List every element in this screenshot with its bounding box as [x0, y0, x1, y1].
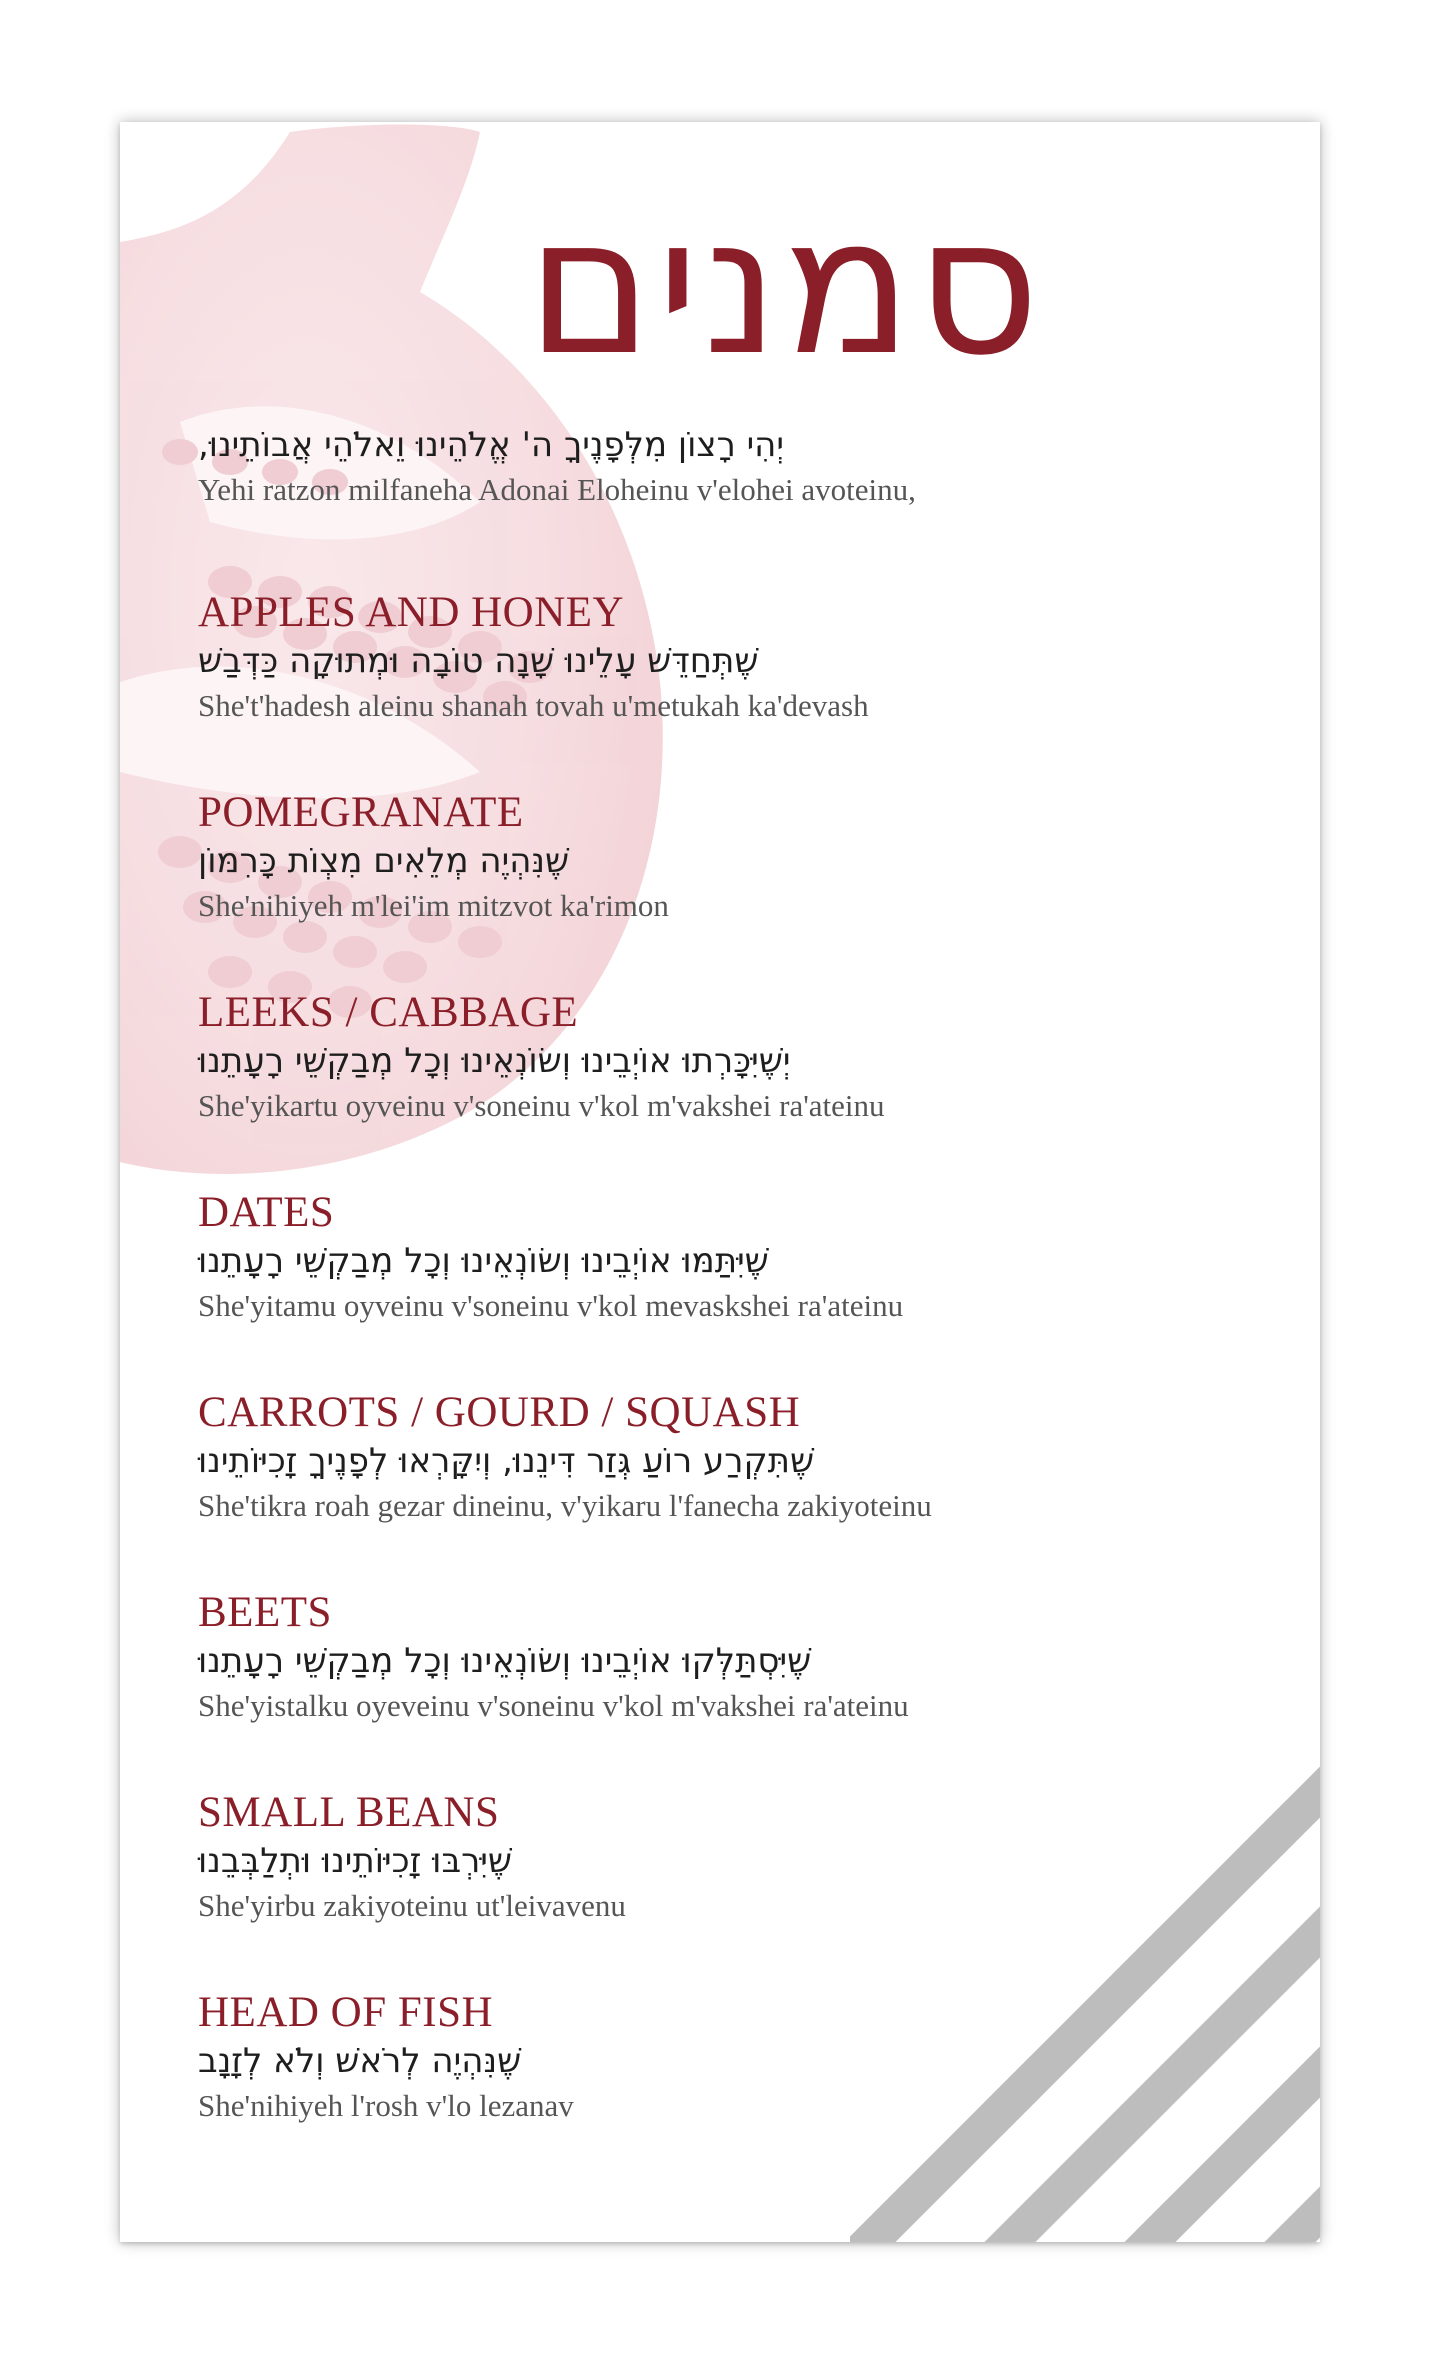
simanim-card: [120, 122, 1320, 2242]
siman-hebrew: שֶׁיִּתַּמּוּ אוֹיְבֵינוּ וְשׂוֹנְאֵינוּ וְכָל מְבַקְשֵׁי רָעָתֵנוּ: [198, 1241, 769, 1281]
page-title: סמנים: [526, 176, 1044, 397]
siman-heading: LEEKS / CABBAGE: [198, 989, 579, 1036]
siman-heading: SMALL BEANS: [198, 1789, 500, 1836]
siman-heading: HEAD OF FISH: [198, 1989, 494, 2036]
siman-transliteration: She'nihiyeh l'rosh v'lo lezanav: [198, 2088, 574, 2123]
siman-small-beans: [198, 1788, 1258, 1926]
intro-hebrew: יְהִי רָצוֹן מִלְּפָנֶיךָ ה' אֱלֹהֵינוּ וֵאלֹהֵי אֲבוֹתֵינוּ,: [198, 425, 785, 465]
siman-heading: POMEGRANATE: [198, 789, 524, 836]
siman-hebrew: שֶׁנִּהְיֶה לְרֹאשׁ וְלֹא לְזָנָב: [198, 2041, 522, 2081]
siman-hebrew: שֶׁתִּקְרַע רוֹעַ גְּזַר דִּינֵנוּ, וְיִקָּרְאוּ לְפָנֶיךָ זָכִיּוֹתֵינוּ: [198, 1441, 815, 1481]
siman-hebrew: שֶׁתְּחַדֵּשׁ עָלֵינוּ שָׁנָה טוֹבָה וּמְתוּקָה כַּדְּבַשׁ: [198, 641, 759, 681]
siman-pomegranate: [198, 788, 1258, 926]
siman-apples-honey: [198, 588, 1258, 726]
siman-transliteration: She'yirbu zakiyoteinu ut'leivavenu: [198, 1888, 626, 1923]
siman-dates: [198, 1188, 1258, 1326]
siman-transliteration: She'nihiyeh m'lei'im mitzvot ka'rimon: [198, 888, 669, 923]
siman-transliteration: She'yistalku oyeveinu v'soneinu v'kol m'vakshei ra'ateinu: [198, 1688, 909, 1723]
siman-hebrew: שֶׁיִּרְבּוּ זָכִיּוֹתֵינוּ וּתְלַבְּבֵנוּ: [198, 1841, 512, 1881]
intro-transliteration: Yehi ratzon milfaneha Adonai Eloheinu v'elohei avoteinu,: [198, 472, 916, 507]
siman-transliteration: She'yitamu oyveinu v'soneinu v'kol mevaskshei ra'ateinu: [198, 1288, 904, 1323]
siman-transliteration: She't'hadesh aleinu shanah tovah u'metukah ka'devash: [198, 688, 869, 723]
siman-hebrew: שֶׁיִּסְתַּלְּקוּ אוֹיְבֵינוּ וְשׂוֹנְאֵינוּ וְכָל מְבַקְשֵׁי רָעָתֵנוּ: [198, 1641, 812, 1681]
siman-hebrew: שֶׁנִּהְיֶה מְלֵאִים מִצְוֹת כָּרִמּוֹן: [198, 841, 570, 881]
blessings-list: [198, 422, 1258, 2188]
siman-heading: BEETS: [198, 1589, 332, 1636]
siman-hebrew: יְשֶׁיִּכָּרְתוּ אוֹיְבֵינוּ וְשׂוֹנְאֵינוּ וְכָל מְבַקְשֵׁי רָעָתֵנוּ: [198, 1041, 791, 1081]
siman-head-of-fish: [198, 1988, 1258, 2126]
siman-heading: DATES: [198, 1189, 335, 1236]
siman-carrots-gourd-squash: [198, 1388, 1258, 1526]
siman-beets: [198, 1588, 1258, 1726]
siman-leeks-cabbage: [198, 988, 1258, 1126]
intro-blessing: [198, 422, 1258, 510]
siman-transliteration: She'yikartu oyveinu v'soneinu v'kol m'vakshei ra'ateinu: [198, 1088, 885, 1123]
siman-transliteration: She'tikra roah gezar dineinu, v'yikaru l'fanecha zakiyoteinu: [198, 1488, 932, 1523]
siman-heading: CARROTS / GOURD / SQUASH: [198, 1389, 801, 1436]
siman-heading: APPLES AND HONEY: [198, 589, 625, 636]
